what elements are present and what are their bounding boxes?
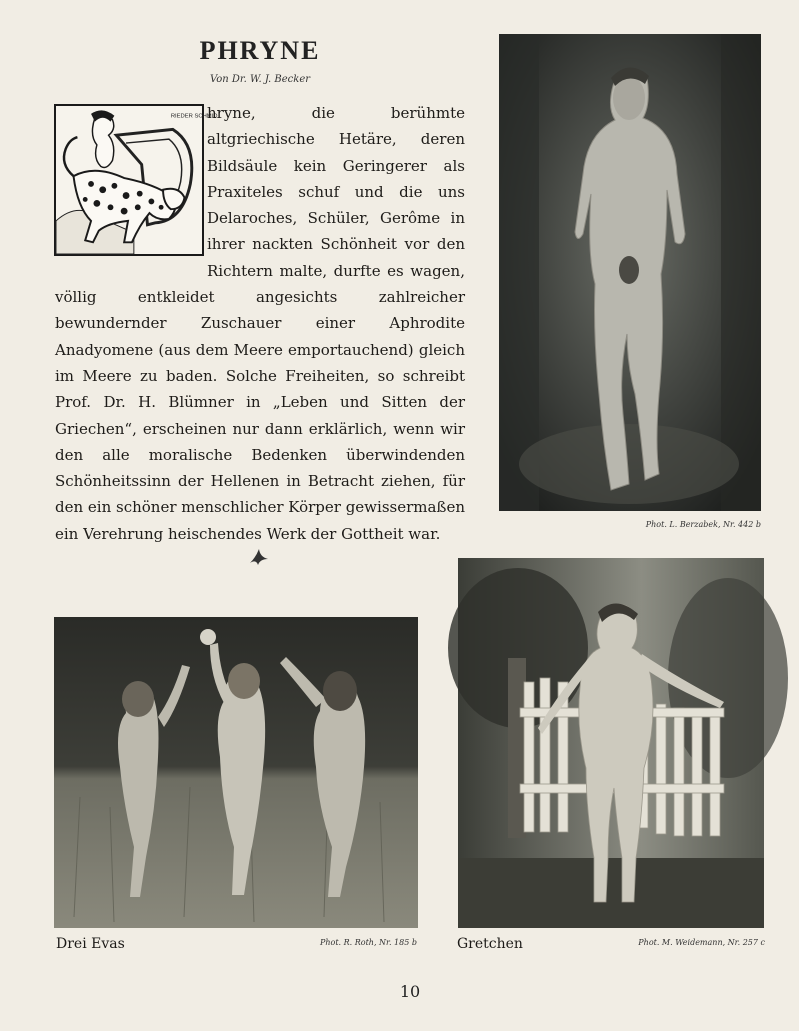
photo-credit: Phot. M. Weidemann, Nr. 257 c (638, 938, 765, 947)
photo-credit: Phot. R. Roth, Nr. 185 b (319, 938, 417, 947)
photo-drei-evas (54, 617, 418, 928)
photo-caption: Drei Evas (56, 936, 125, 952)
vignette-signature: RIEDER SCHMID (170, 113, 218, 120)
page-number: 10 (399, 982, 421, 1001)
photo-gretchen (458, 558, 764, 928)
article-body (55, 100, 465, 547)
ornament-icon (248, 545, 270, 567)
page-title: PHRYNE (199, 36, 321, 65)
byline: Von Dr. W. J. Becker (209, 74, 311, 85)
photo-standing-figure (499, 34, 761, 511)
article-text: hryne, die berühmte altgriechische Hetäre, deren Bildsäule kein Geringerer als Praxiteles schuf und die uns Delaroches, Schüler, Gerôme in ihrer nackten Schönheit vor den Richtern malte, durfte es wagen, völlig entkleidet angesichts zahlreicher bewundernder Zuschauer einer Aphrodite Anadyomene (aus dem Meere emportauchend) gleich im Meere zu baden. Solche Freiheiten, so schreibt Prof. Dr. H. Blümner in „Leben und Sitten der Griechen“, erscheinen nur dann erklärlich, wenn wir den alle moralische Bedenken überwindenden Schönheitssinn der Hellenen in Betracht ziehen, für den ein schöner menschlicher Körper gewissermaßen ein Verehrung heischendes Werk der Gottheit war. (55, 104, 465, 543)
photo-credit: Phot. L. Berzabek, Nr. 442 b (645, 520, 761, 529)
photo-caption: Gretchen (457, 936, 523, 952)
